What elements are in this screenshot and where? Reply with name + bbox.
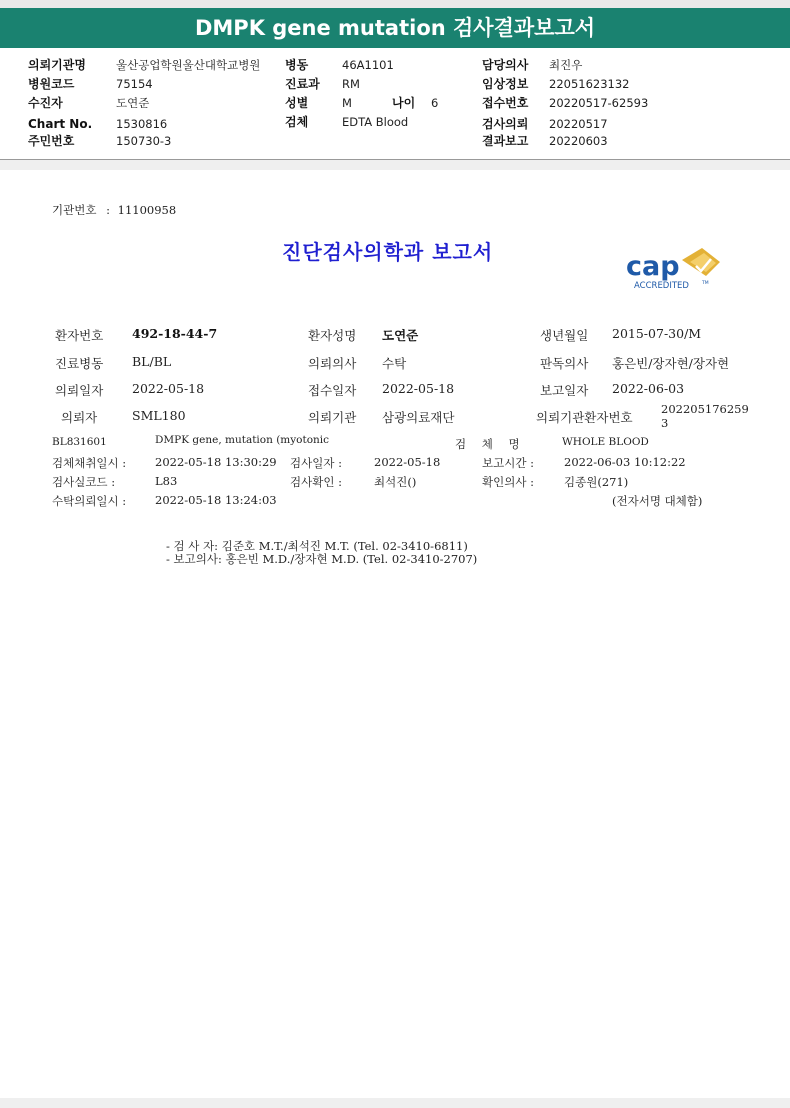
header-label: 수진자 <box>28 96 63 110</box>
header-row-patient <box>28 95 63 111</box>
footer-line-examiner: - 검 사 자: 김준호 M.T./최석진 M.T. (Tel. 02-3410-6811) <box>166 539 468 553</box>
patient-label: 의뢰기관환자번호 <box>536 410 633 425</box>
header-value: RM <box>342 77 360 91</box>
patient-label: 접수일자 <box>308 383 357 398</box>
test-label: 검사실코드 : <box>52 475 116 489</box>
age-label: 나이 <box>392 96 416 110</box>
test-label: 검사확인 : <box>290 475 342 489</box>
patient-value: 삼광의료재단 <box>382 410 455 425</box>
test-value: L83 <box>155 474 178 488</box>
header-label: 병원코드 <box>28 77 75 91</box>
cap-tm-text: TM <box>702 281 709 286</box>
patient-value: SML180 <box>132 408 186 423</box>
banner-title: DMPK gene mutation 검사결과보고서 <box>194 16 596 40</box>
patient-value: 도연준 <box>382 328 419 343</box>
patient-value: 2022-05-18 <box>382 381 455 396</box>
header-label: 검체 <box>285 115 309 129</box>
header-label: 의뢰기관명 <box>28 58 86 72</box>
patient-value: 202205176259 <box>661 402 749 416</box>
bottom-border <box>0 1098 790 1108</box>
test-label: 수탁의뢰일시 : <box>52 494 127 508</box>
test-code: BL831601 <box>52 436 107 448</box>
test-name: DMPK gene, mutation (myotonic <box>155 434 330 446</box>
institution-value: 11100958 <box>117 203 177 217</box>
header-value: 최진우 <box>549 58 583 72</box>
patient-value: 2022-05-18 <box>132 381 205 396</box>
institution-label: 기관번호 <box>52 203 97 217</box>
header-row-institution <box>28 57 86 73</box>
header-value: 46A1101 <box>342 58 394 72</box>
test-value: 최석진() <box>374 475 417 489</box>
cap-sub-text: ACCREDITED <box>634 281 689 291</box>
patient-label: 환자성명 <box>308 328 357 343</box>
patient-label: 의뢰자 <box>61 410 98 425</box>
institution-sep: : <box>106 203 110 217</box>
header-value: EDTA Blood <box>342 115 409 129</box>
signature-note: (전자서명 대체함) <box>612 494 703 508</box>
cap-accredited-logo <box>620 240 732 294</box>
header-label: 결과보고 <box>482 134 529 148</box>
section-gap <box>0 160 790 170</box>
patient-label: 보고일자 <box>540 383 589 398</box>
institution-number <box>52 202 176 218</box>
patient-value: 2015-07-30/M <box>612 326 702 341</box>
header-value: 150730-3 <box>116 134 172 148</box>
patient-label: 의뢰일자 <box>55 383 104 398</box>
specimen-label: 검 체 명 <box>455 437 526 451</box>
header-label: 검사의뢰 <box>482 117 529 131</box>
header-label: 담당의사 <box>482 58 529 72</box>
header-value: 22051623132 <box>549 77 630 91</box>
header-label: Chart No. <box>28 117 93 131</box>
age-value: 6 <box>431 96 439 110</box>
test-label: 검사일자 : <box>290 456 342 470</box>
patient-label: 판독의사 <box>540 356 589 371</box>
test-value: 2022-05-18 <box>374 455 441 469</box>
patient-value: 492-18-44-7 <box>132 326 218 341</box>
header-value: 울산공업학원울산대학교병원 <box>116 58 261 72</box>
header-row-chart-no <box>28 116 92 132</box>
header-row-hospital-code <box>28 76 74 92</box>
cap-logo-icon <box>620 240 732 294</box>
test-value: 2022-06-03 10:12:22 <box>564 455 686 469</box>
header-label: 병동 <box>285 58 309 72</box>
patient-label: 의뢰의사 <box>308 356 357 371</box>
test-value: 2022-05-18 13:24:03 <box>155 493 277 507</box>
test-label: 확인의사 : <box>482 475 534 489</box>
report-title: 진단검사의학과 보고서 <box>282 240 494 264</box>
header-value: 도연준 <box>116 96 150 110</box>
header-label: 주민번호 <box>28 134 75 148</box>
header-row-resident-no <box>28 133 74 149</box>
top-border <box>0 0 790 8</box>
patient-value: 홍은빈/장자현/장자현 <box>612 356 730 371</box>
test-label: 검체채취일시 : <box>52 456 127 470</box>
header-label: 접수번호 <box>482 96 529 110</box>
header-value: 20220517 <box>549 117 608 131</box>
header-value: M <box>342 96 352 110</box>
test-value: 2022-05-18 13:30:29 <box>155 455 277 469</box>
patient-label: 환자번호 <box>55 328 104 343</box>
test-value: 김종원(271) <box>564 475 629 489</box>
patient-value-continued: 3 <box>661 416 669 430</box>
cap-brand-text: cap <box>626 251 680 282</box>
header-value: 1530816 <box>116 117 168 131</box>
header-value: 20220603 <box>549 134 608 148</box>
patient-label: 진료병동 <box>55 356 104 371</box>
header-value: 20220517-62593 <box>549 96 649 110</box>
header-value: 75154 <box>116 77 153 91</box>
patient-label: 의뢰기관 <box>308 410 357 425</box>
patient-value: 2022-06-03 <box>612 381 685 396</box>
header-label: 진료과 <box>285 77 320 91</box>
patient-label: 생년월일 <box>540 328 589 343</box>
patient-value: BL/BL <box>132 354 172 369</box>
header-label: 임상정보 <box>482 77 529 91</box>
header-label: 성별 <box>285 96 309 110</box>
footer-line-reporter: - 보고의사: 홍은빈 M.D./장자현 M.D. (Tel. 02-3410-2707) <box>166 552 478 566</box>
specimen-value: WHOLE BLOOD <box>562 436 649 448</box>
test-label: 보고시간 : <box>482 456 534 470</box>
patient-value: 수탁 <box>382 356 407 371</box>
